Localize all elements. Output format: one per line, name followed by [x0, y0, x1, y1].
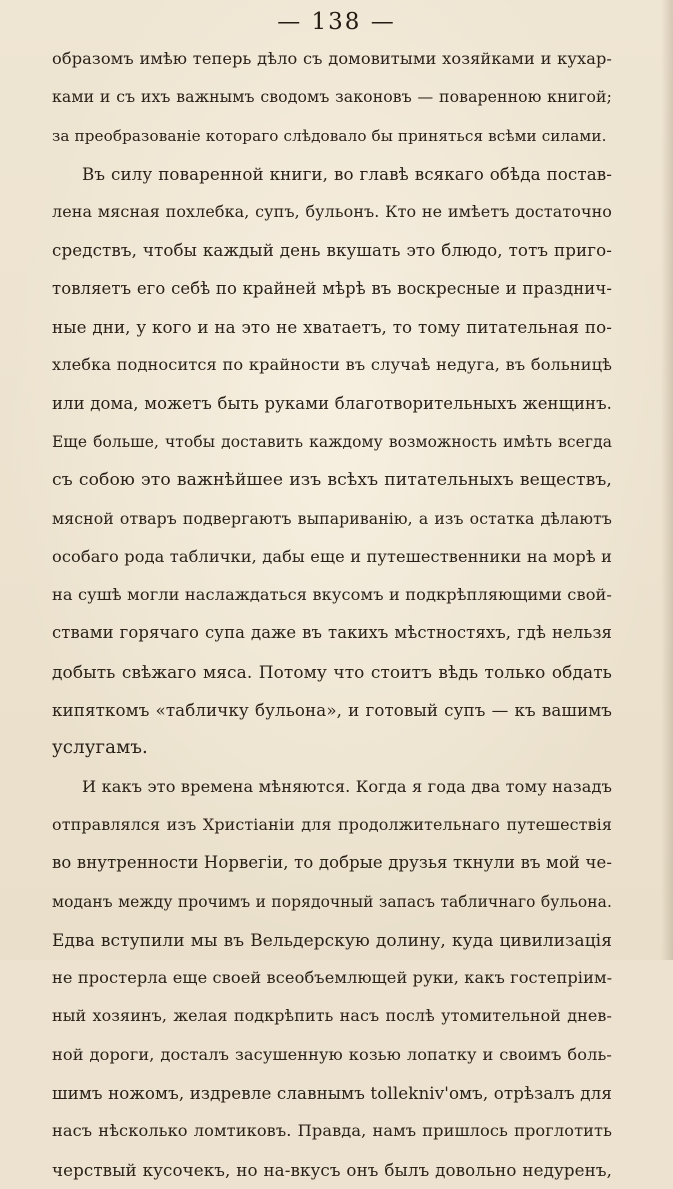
text-line: моданъ между прочимъ и порядочный запасъ табличнаго бульона.	[52, 892, 612, 911]
text-line: на сушѣ могли наслаждаться вкусомъ и подкрѣпляющими свой-	[52, 585, 612, 605]
text-line: ствами горячаго супа даже въ такихъ мѣстностяхъ, гдѣ нельзя	[52, 623, 612, 643]
page-edge-shadow	[661, 0, 673, 960]
text-line: товляетъ его себѣ по крайней мѣрѣ въ воскресные и празднич-	[52, 278, 612, 298]
text-line: Едва вступили мы въ Вельдерскую долину, куда цивилизація	[52, 929, 612, 950]
text-line: мясной отваръ подвергаютъ выпариванію, а изъ остатка дѣлаютъ	[52, 508, 612, 528]
text-line: насъ нѣсколько ломтиковъ. Правда, намъ пришлось проглотить	[52, 1121, 612, 1141]
text-line: Еще больше, чтобы доставить каждому возможность имѣть всегда	[52, 432, 612, 451]
paragraph-first-line: Въ силу поваренной книги, во главѣ всякаго обѣда постав-	[82, 163, 612, 184]
text-line: не простерла еще своей всеобъемлющей руки, какъ гостепріим-	[52, 968, 613, 988]
text-line: черствый кусочекъ, но на-вкусъ онъ былъ довольно недуренъ,	[52, 1159, 612, 1180]
text-line: образомъ имѣю теперь дѣло съ домовитыми хозяйками и кухар-	[52, 49, 612, 68]
text-line: ный хозяинъ, желая подкрѣпить насъ послѣ утомительной днев-	[52, 1006, 612, 1026]
text-line: ной дороги, досталъ засушенную козью лопатку и своимъ боль-	[52, 1044, 612, 1064]
page-number: — 138 —	[277, 9, 396, 35]
text-line: услугамъ.	[52, 737, 148, 759]
text-line: отправлялся изъ Христіаніи для продолжительнаго путешествія	[52, 814, 612, 834]
text-line: средствъ, чтобы каждый день вкушать это блюдо, тотъ приго-	[52, 240, 612, 261]
text-line: ные дни, у кого и на это не хватаетъ, то тому питательная по-	[52, 317, 612, 338]
text-line: во внутренности Норвегіи, то добрые друзья ткнули въ мой че-	[52, 853, 612, 873]
text-line: или дома, можетъ быть руками благотворительныхъ женщинъ.	[52, 393, 612, 413]
text-line: шимъ ножомъ, издревле славнымъ tollekniv'омъ, отрѣзалъ для	[52, 1083, 612, 1104]
text-line: за преобразованіе котораго слѣдовало бы приняться всѣми силами.	[52, 126, 607, 145]
text-line: съ собою это важнѣйшее изъ всѣхъ питательныхъ веществъ,	[52, 470, 612, 491]
body-text	[52, 40, 612, 1189]
text-line: добыть свѣжаго мяса. Потому что стоитъ вѣдь только обдать	[52, 661, 612, 682]
text-line: ками и съ ихъ важнымъ сводомъ законовъ — поваренною книгой;	[52, 87, 612, 107]
text-line: кипяткомъ «табличку бульона», и готовый супъ — къ вашимъ	[52, 700, 612, 721]
text-line: особаго рода таблички, дабы еще и путешественники на морѣ и	[52, 546, 612, 566]
paragraph-first-line: И какъ это времена мѣняются. Когда я года два тому назадъ	[82, 776, 612, 796]
text-line: лена мясная похлебка, супъ, бульонъ. Кто не имѣетъ достаточно	[52, 202, 612, 222]
text-line: хлебка подносится по крайности въ случаѣ недуга, въ больницѣ	[52, 355, 612, 375]
